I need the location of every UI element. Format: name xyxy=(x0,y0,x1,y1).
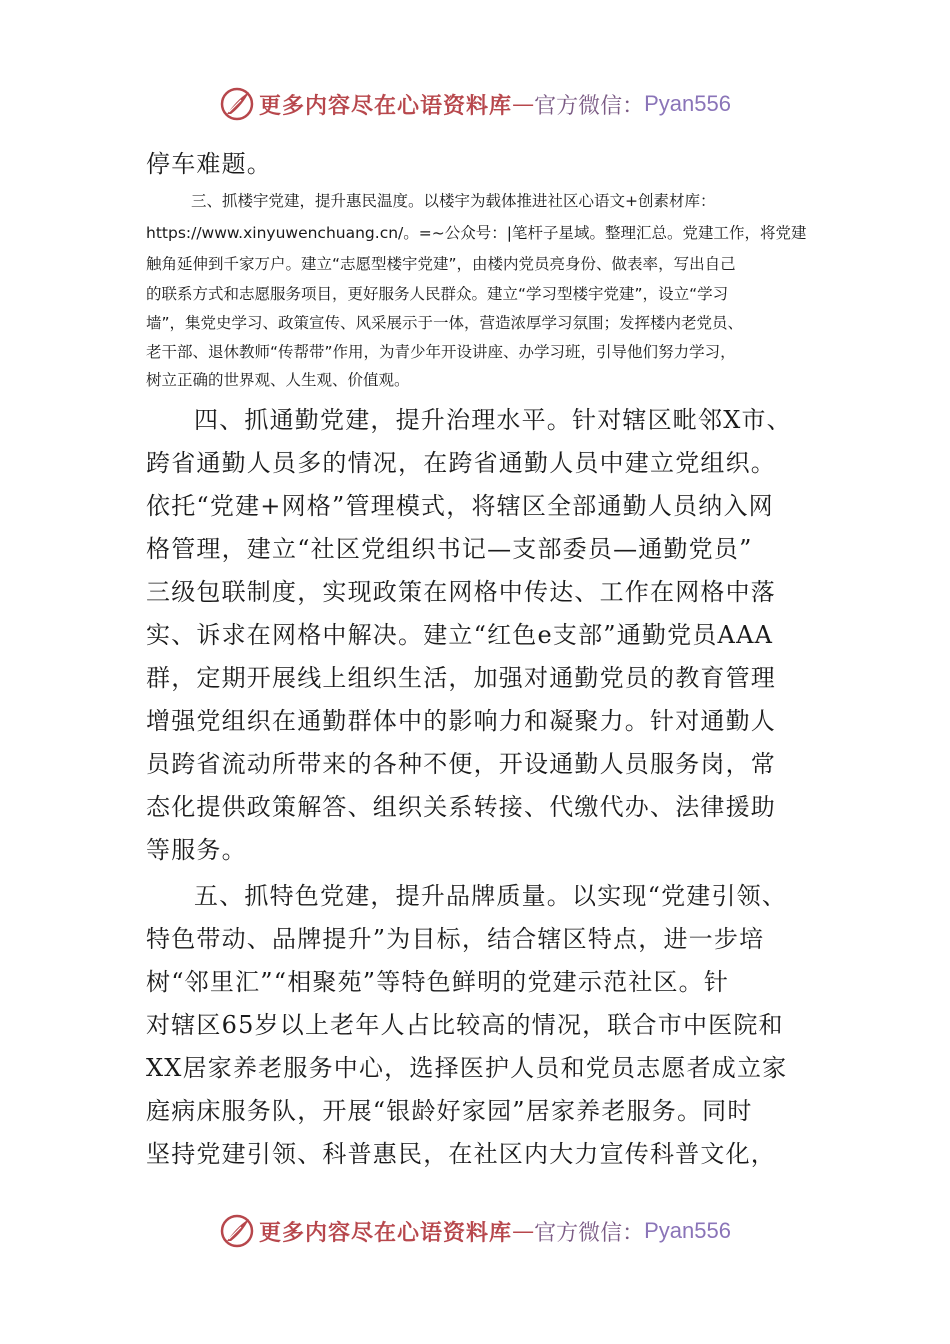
section3-line: 的联系方式和志愿服务项目，更好服务人民群众。建立“学习型楼宇党建”，设立“学习 xyxy=(146,285,729,303)
section5-line: 对辖区65岁以上老年人占比较高的情况，联合市中医院和 xyxy=(146,1011,784,1039)
section5-line: 五、抓特色党建，提升品牌质量。以实现“党建引领、 xyxy=(194,882,788,910)
section5-line: 庭病床服务队，开展“银龄好家园”居家养老服务。同时 xyxy=(146,1097,753,1125)
banner-wechat-id: Pyan556 xyxy=(644,91,731,116)
section4-line: 格管理，建立“社区党组织书记—支部委员—通勤党员” xyxy=(146,535,753,563)
section3-line: 老干部、退休教师“传帮带”作用，为青少年开设讲座、办学习班，引导他们努力学习， xyxy=(146,343,736,361)
section3-line: 三、抓楼宇党建，提升惠民温度。以楼宇为载体推进社区心语文+创素材库： xyxy=(191,192,716,210)
section4-line: 态化提供政策解答、组织关系转接、代缴代办、法律援助 xyxy=(146,793,776,821)
banner-wechat-label: 官方微信： xyxy=(534,93,645,119)
section4-line: 等服务。 xyxy=(146,836,247,864)
section4-line: 依托“党建+网格”管理模式，将辖区全部通勤人员纳入网 xyxy=(146,492,774,520)
banner-main-text: 更多内容尽在心语资料库 xyxy=(259,1219,513,1246)
section3-line: 树立正确的世界观、人生观、价值观。 xyxy=(146,371,410,389)
section5-line: 特色带动、品牌提升”为目标，结合辖区特点，进一步培 xyxy=(146,925,765,953)
continuation-line: 停车难题。 xyxy=(146,150,272,178)
section3-line: https://www.xinyuwenchuang.cn/。=~公众号：|笔杆子星域。整理汇总。党建工作，将党建 xyxy=(146,224,807,242)
banner-separator: — xyxy=(512,1218,535,1244)
banner-main-text: 更多内容尽在心语资料库 xyxy=(259,92,513,119)
section4-line: 员跨省流动所带来的各种不便，开设通勤人员服务岗，常 xyxy=(146,750,776,778)
section4-line: 三级包联制度，实现政策在网格中传达、工作在网格中落 xyxy=(146,578,776,606)
section3-line: 墙”，集党史学习、政策宣传、风采展示于一体，营造浓厚学习氛围；发挥楼内老党员、 xyxy=(146,314,744,332)
header-banner xyxy=(0,84,950,124)
section5-line: 坚持党建引领、科普惠民，在社区内大力宣传科普文化， xyxy=(146,1140,776,1168)
section4-line: 群，定期开展线上组织生活，加强对通勤党员的教育管理 xyxy=(146,664,776,692)
section5-line: 树“邻里汇”“相聚苑”等特色鲜明的党建示范社区。针 xyxy=(146,968,730,996)
section3-line: 触角延伸到千家万户。建立“志愿型楼宇党建”，由楼内党员亮身份、做表率，写出自己 xyxy=(146,255,736,273)
quill-logo-icon xyxy=(219,1213,255,1249)
section4-line: 跨省通勤人员多的情况，在跨省通勤人员中建立党组织。 xyxy=(146,449,776,477)
banner-wechat-id: Pyan556 xyxy=(644,1218,731,1243)
quill-logo-icon xyxy=(219,86,255,122)
section4-line: 增强党组织在通勤群体中的影响力和凝聚力。针对通勤人 xyxy=(146,707,776,735)
footer-banner xyxy=(0,1211,950,1251)
banner-wechat-label: 官方微信： xyxy=(534,1220,645,1246)
section4-line: 四、抓通勤党建，提升治理水平。针对辖区毗邻X市、 xyxy=(194,406,792,434)
banner-separator: — xyxy=(512,91,535,117)
section5-line: XX居家养老服务中心，选择医护人员和党员志愿者成立家 xyxy=(146,1054,788,1082)
section4-line: 实、诉求在网格中解决。建立“红色e支部”通勤党员AAA xyxy=(146,621,774,649)
